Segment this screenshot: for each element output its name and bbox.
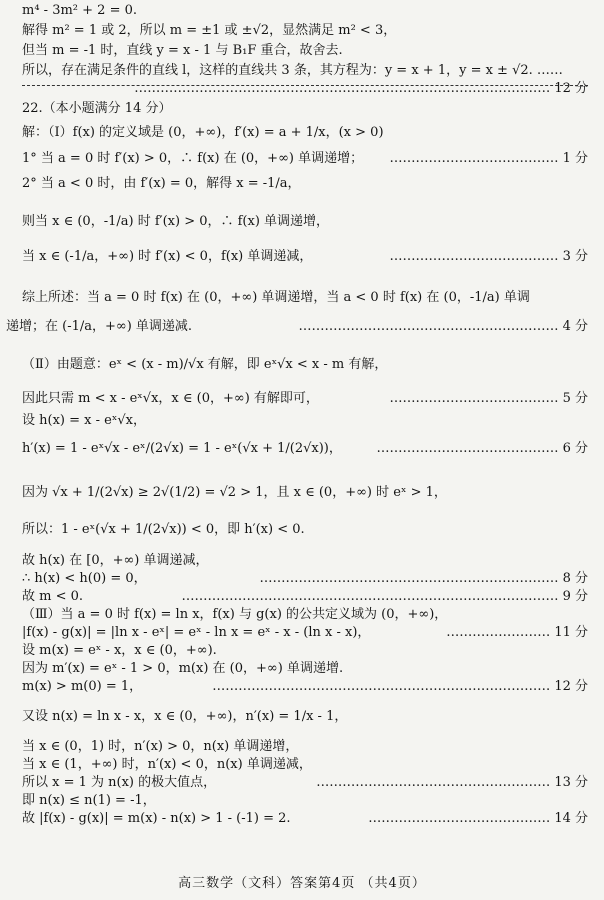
line-text: 又设 n(x) = ln x - x，x ∈ (0，+∞)，n′(x) = 1/x - 1，	[22, 709, 348, 724]
line-text: 即 n(x) ≤ n(1) = -1，	[22, 793, 156, 808]
line-text: 设 h(x) = x - eˣ√x，	[22, 413, 146, 428]
score-mark: …………………… 11 分	[446, 625, 588, 640]
score-mark: ………………………………… 1 分	[389, 151, 588, 166]
score-mark: ………………………………… 5 分	[389, 391, 588, 406]
line-text: 故 |f(x) - g(x)| = m(x) - n(x) > 1 - (-1) = 2.	[22, 811, 291, 826]
score-mark: …………………………………………………………………… 12 分	[212, 679, 588, 694]
line-text: 因为 m′(x) = eˣ - 1 > 0，m(x) 在 (0，+∞) 单调递增.	[22, 661, 344, 676]
line-text: 因此只需 m < x - eˣ√x，x ∈ (0，+∞) 有解即可，	[22, 391, 319, 406]
score-mark: …………………………………………………………… 8 分	[259, 571, 588, 586]
line-text: 递增；在 (-1/a，+∞) 单调递减.	[6, 319, 193, 334]
line-text: 因为 √x + 1/(2√x) ≥ 2√(1/2) = √2 > 1，且 x ∈ (0，+∞) 时 eˣ > 1，	[22, 485, 447, 500]
line-text: 但当 m = -1 时，直线 y = x - 1 与 B₁F 重合，故舍去.	[22, 43, 343, 58]
divider	[22, 85, 588, 86]
line-text: 解：（Ⅰ）f(x) 的定义域是 (0，+∞)，f′(x) = a + 1/x，(x > 0)	[22, 125, 384, 140]
score-mark: …………………………………… 14 分	[368, 811, 588, 826]
line-text: 当 x ∈ (-1/a，+∞) 时 f′(x) < 0，f(x) 单调递减，	[22, 249, 313, 264]
line-text: 当 x ∈ (1，+∞) 时，n′(x) < 0，n(x) 单调递减，	[22, 757, 312, 772]
score-mark: …………………………………………………………………………… 9 分	[181, 589, 588, 604]
score-mark: ………………………………… 3 分	[389, 249, 588, 264]
line-text: （Ⅱ）由题意：eˣ < (x - m)/√x 有解，即 eˣ√x < x - m 有解，	[22, 357, 388, 372]
line-text: |f(x) - g(x)| = |ln x - eˣ| = eˣ - ln x = eˣ - x - (ln x - x)，	[22, 625, 371, 640]
line-text: 22.（本小题满分 14 分）	[22, 101, 172, 116]
score-mark: …………………………………………………… 4 分	[298, 319, 588, 334]
line-text: 当 x ∈ (0，1) 时，n′(x) > 0，n(x) 单调递增，	[22, 739, 299, 754]
line-text: （Ⅲ）当 a = 0 时 f(x) = ln x，f(x) 与 g(x) 的公共定义域为 (0，+∞)，	[22, 607, 448, 622]
line-text: 则当 x ∈ (0，-1/a) 时 f′(x) > 0，∴ f(x) 单调递增，	[22, 214, 330, 229]
line-text: 2° 当 a < 0 时，由 f′(x) = 0，解得 x = -1/a，	[22, 176, 301, 191]
line-text: 设 m(x) = eˣ - x，x ∈ (0，+∞).	[22, 643, 217, 658]
line-text: 所以，存在满足条件的直线 l，这样的直线共 3 条，其方程为：y = x + 1，y = x ± √2. ……	[22, 63, 563, 78]
line-text: 所以：1 - eˣ(√x + 1/(2√x)) < 0，即 h′(x) < 0.	[22, 522, 305, 537]
score-mark: …………………………………… 6 分	[376, 441, 588, 456]
line-text: 解得 m² = 1 或 2，所以 m = ±1 或 ±√2，显然满足 m² < 3，	[22, 23, 397, 38]
line-text: 所以 x = 1 为 n(x) 的极大值点，	[22, 775, 217, 790]
line-text: ∴ h(x) < h(0) = 0，	[22, 571, 147, 586]
score-mark: …………………………………………………………………………………… 12 分	[134, 81, 588, 96]
line-text: m⁴ - 3m² + 2 = 0.	[22, 3, 137, 18]
line-text: m(x) > m(0) = 1，	[22, 679, 143, 694]
score-mark: ……………………………………………… 13 分	[316, 775, 588, 790]
line-text: 故 h(x) 在 [0，+∞) 单调递减，	[22, 553, 209, 568]
line-text: 故 m < 0.	[22, 589, 84, 604]
line-text: 1° 当 a = 0 时 f′(x) > 0，∴ f(x) 在 (0，+∞) 单调递增；	[22, 151, 364, 166]
line-text: h′(x) = 1 - eˣ√x - eˣ/(2√x) = 1 - eˣ(√x + 1/(2√x))，	[22, 441, 342, 456]
line-text: 综上所述：当 a = 0 时 f(x) 在 (0，+∞) 单调递增，当 a < 0 时 f(x) 在 (0，-1/a) 单调	[22, 290, 530, 305]
page-footer: 高三数学（文科）答案第4页 （共4页）	[178, 876, 426, 891]
